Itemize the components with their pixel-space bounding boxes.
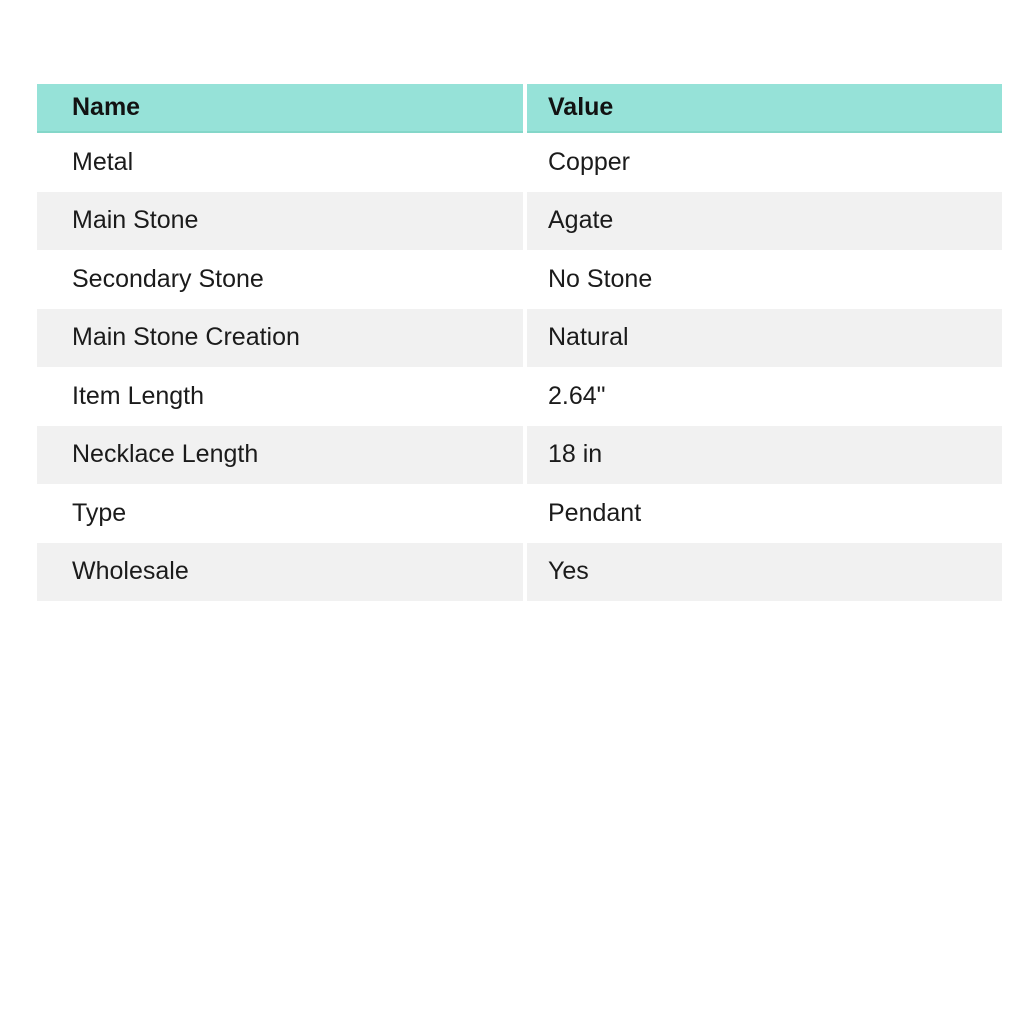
attribute-value-cell: 18 in [527,426,1002,485]
attribute-value-cell: Pendant [527,484,1002,543]
column-header-name: Name [37,84,523,133]
product-spec-table [37,84,1002,601]
table-row [37,426,1002,485]
table-row [37,543,1002,602]
attribute-value-cell: Copper [527,133,1002,192]
table-body [37,133,1002,601]
table-row [37,309,1002,368]
attribute-name-cell: Necklace Length [37,426,523,485]
attribute-value-cell: No Stone [527,250,1002,309]
column-header-value: Value [527,84,1002,133]
attribute-name-cell: Metal [37,133,523,192]
attribute-name-cell: Secondary Stone [37,250,523,309]
attribute-name-cell: Item Length [37,367,523,426]
attribute-name-cell: Wholesale [37,543,523,602]
attribute-name-cell: Type [37,484,523,543]
table-row [37,192,1002,251]
table-row [37,484,1002,543]
attribute-value-cell: Natural [527,309,1002,368]
table-row [37,367,1002,426]
attribute-value-cell: Agate [527,192,1002,251]
table-row [37,133,1002,192]
table-row [37,250,1002,309]
attribute-name-cell: Main Stone [37,192,523,251]
attribute-value-cell: 2.64" [527,367,1002,426]
attribute-name-cell: Main Stone Creation [37,309,523,368]
table-header-row [37,84,1002,133]
attribute-value-cell: Yes [527,543,1002,602]
